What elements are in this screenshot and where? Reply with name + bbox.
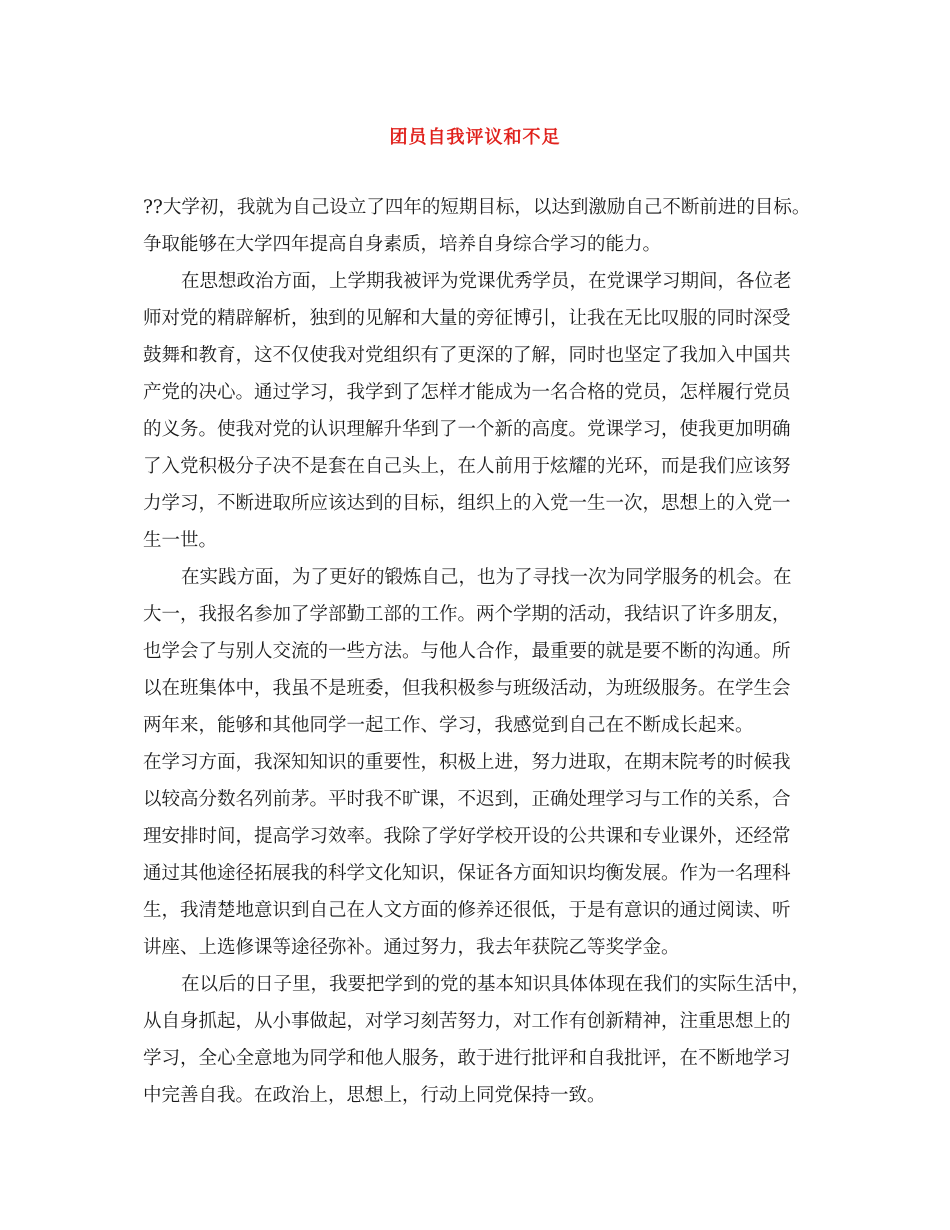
text-line: 讲座、上选修课等途径弥补。通过努力，我去年获院乙等奖学金。 <box>143 937 680 958</box>
text-line: 产党的决心。通过学习，我学到了怎样才能成为一名合格的党员，怎样履行党员 <box>143 382 791 403</box>
text-line: 通过其他途径拓展我的科学文化知识，保证各方面知识均衡发展。作为一名理科 <box>143 863 791 884</box>
text-line: 在实践方面，为了更好的锻炼自己，也为了寻找一次为同学服务的机会。在 <box>181 567 792 588</box>
text-line: 了入党积极分子决不是套在自己头上，在人前用于炫耀的光环，而是我们应该努 <box>143 456 791 477</box>
text-line: ??大学初，我就为自己设立了四年的短期目标，以达到激励自己不断前进的目标。 <box>143 197 811 218</box>
text-line: 鼓舞和教育，这不仅使我对党组织有了更深的了解，同时也坚定了我加入中国共 <box>143 345 791 366</box>
text-line: 大一，我报名参加了学部勤工部的工作。两个学期的活动，我结识了许多朋友， <box>143 604 791 625</box>
text-line: 以在班集体中，我虽不是班委，但我积极参与班级活动，为班级服务。在学生会 <box>143 678 791 699</box>
text-line: 生一世。 <box>143 530 218 551</box>
text-line: 力学习，不断进取所应该达到的目标，组织上的入党一生一次，思想上的入党一 <box>143 493 791 514</box>
text-line: 在以后的日子里，我要把学到的党的基本知识具体体现在我们的实际生活中， <box>181 974 811 995</box>
text-line: 在学习方面，我深知知识的重要性，积极上进，努力进取，在期末院考的时候我 <box>143 752 791 773</box>
text-line: 师对党的精辟解析，独到的见解和大量的旁征博引，让我在无比叹服的同时深受 <box>143 308 791 329</box>
text-line: 以较高分数名列前茅。平时我不旷课，不迟到，正确处理学习与工作的关系，合 <box>143 789 791 810</box>
text-line: 在思想政治方面，上学期我被评为党课优秀学员，在党课学习期间，各位老 <box>181 271 792 292</box>
document-title: 团员自我评议和不足 <box>389 127 561 148</box>
text-line: 两年来，能够和其他同学一起工作、学习，我感觉到自己在不断成长起来。 <box>143 715 754 736</box>
text-line: 也学会了与别人交流的一些方法。与他人合作，最重要的就是要不断的沟通。所 <box>143 641 791 662</box>
text-line: 学习，全心全意地为同学和他人服务，敢于进行批评和自我批评，在不断地学习 <box>143 1048 791 1069</box>
text-line: 生，我清楚地意识到自己在人文方面的修养还很低，于是有意识的通过阅读、听 <box>143 900 791 921</box>
text-line: 从自身抓起，从小事做起，对学习刻苦努力，对工作有创新精神，注重思想上的 <box>143 1011 791 1032</box>
text-line: 的义务。使我对党的认识理解升华到了一个新的高度。党课学习，使我更加明确 <box>143 419 791 440</box>
text-line: 争取能够在大学四年提高自身素质，培养自身综合学习的能力。 <box>143 234 662 255</box>
text-line: 中完善自我。在政治上，思想上，行动上同党保持一致。 <box>143 1085 606 1106</box>
text-line: 理安排时间，提高学习效率。我除了学好学校开设的公共课和专业课外，还经常 <box>143 826 791 847</box>
